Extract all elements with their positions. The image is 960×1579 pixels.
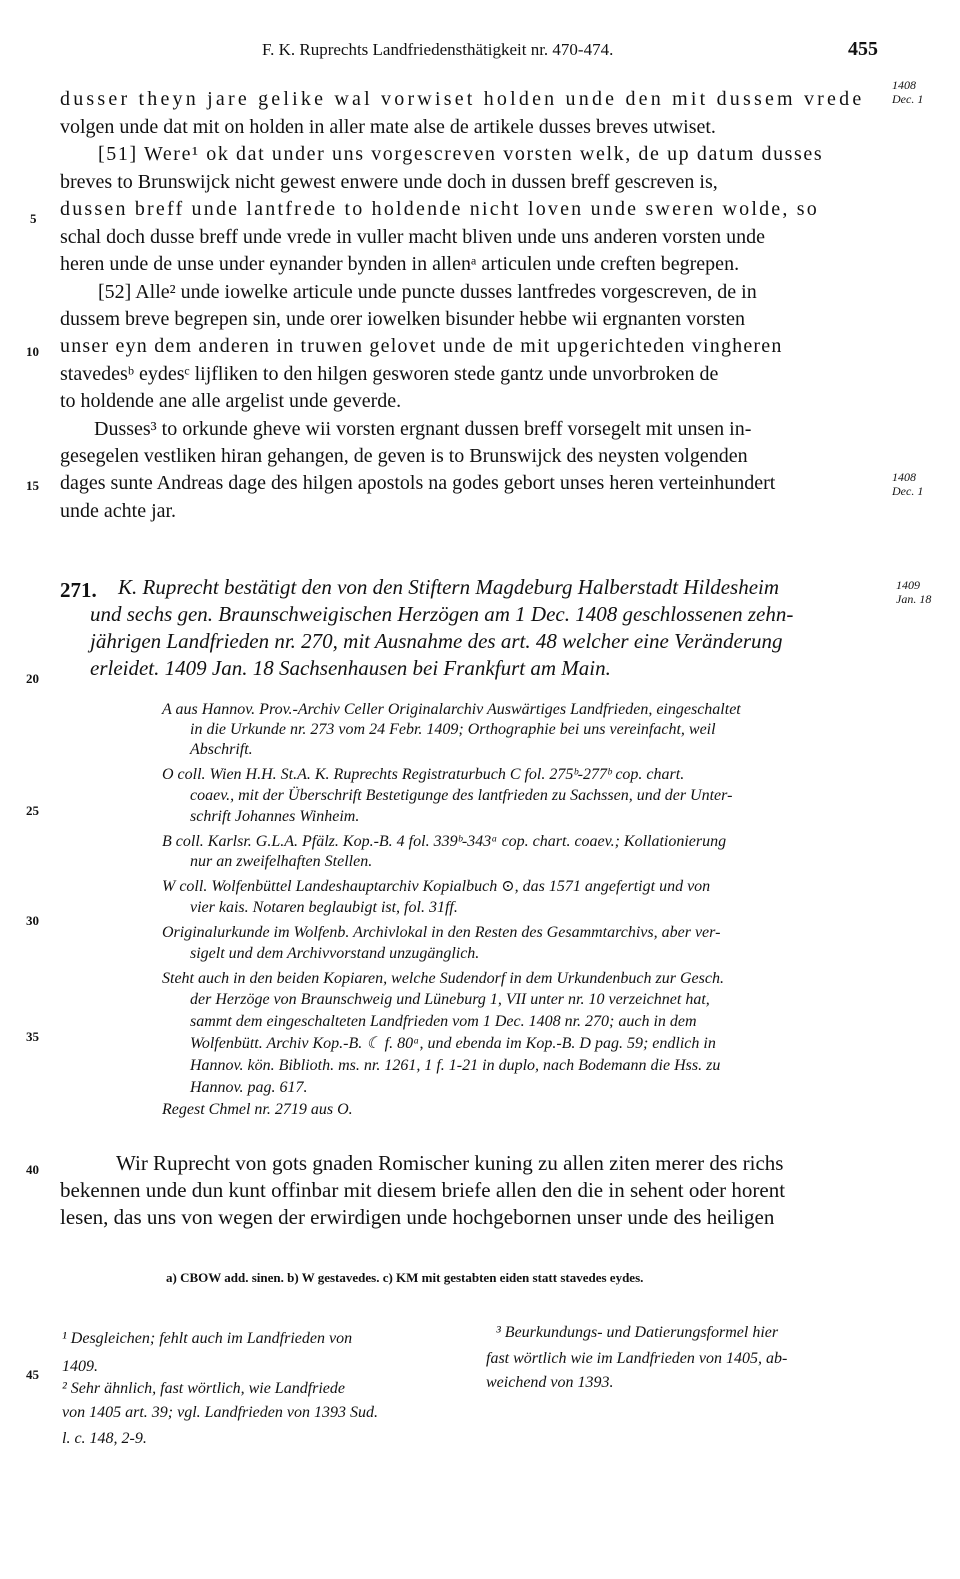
- margin-date-month: Dec. 1: [892, 484, 924, 498]
- entry-heading-line: und sechs gen. Braunschweigischen Herzögen am 1 Dec. 1408 geschlossenen zehn-: [90, 602, 794, 626]
- body-line: dusser theyn jare gelike wal vorwiset holden unde den mit dussem vrede: [60, 88, 865, 110]
- line-number: 15: [26, 478, 39, 493]
- footnote-line: weichend von 1393.: [486, 1374, 614, 1391]
- body-line: [52] Alle² unde iowelke articule unde puncte dusses lantfredes vorgescreven, de in: [98, 281, 757, 303]
- footnote-line: 1409.: [62, 1358, 98, 1375]
- source-line: W coll. Wolfenbüttel Landeshauptarchiv Kopialbuch ⊙, das 1571 angefertigt und von: [162, 878, 711, 895]
- line-number: 35: [26, 1029, 39, 1044]
- source-line: B coll. Karlsr. G.L.A. Pfälz. Kop.-B. 4 fol. 339ᵇ-343ᵃ cop. chart. coaev.; Kollationierung: [162, 833, 727, 850]
- footnote-line: ¹ Desgleichen; fehlt auch im Landfrieden von: [62, 1330, 353, 1347]
- line-number: 40: [26, 1162, 39, 1177]
- source-line: Wolfenbütt. Archiv Kop.-B. ☾ f. 80ᵃ, und ebenda im Kop.-B. D pag. 59; endlich in: [190, 1035, 716, 1052]
- source-line: der Herzöge von Braunschweig und Lüneburg 1, VII unter nr. 10 verzeichnet hat,: [190, 991, 710, 1008]
- entry-heading-line: K. Ruprecht bestätigt den von den Stiftern Magdeburg Halberstadt Hildesheim: [118, 575, 780, 599]
- footnote-line: ² Sehr ähnlich, fast wörtlich, wie Landfriede: [62, 1380, 346, 1397]
- body-line: Dusses³ to orkunde gheve wii vorsten ergnant dussen breff vorsegelt mit unsen in-: [94, 418, 752, 440]
- source-line: Steht auch in den beiden Kopiaren, welche Sudendorf in dem Urkundenbuch zur Gesch.: [162, 970, 724, 987]
- margin-date-year: 1409: [896, 578, 920, 592]
- footnote-line: fast wörtlich wie im Landfrieden von 1405, ab-: [486, 1350, 788, 1367]
- document-line: lesen, das uns von wegen der erwirdigen unde hochgebornen unser unde des heiligen: [60, 1205, 775, 1229]
- entry-heading-line: erleidet. 1409 Jan. 18 Sachsenhausen bei Frankfurt am Main.: [90, 656, 611, 680]
- margin-date-year: 1408: [892, 470, 916, 484]
- source-line: in die Urkunde nr. 273 vom 24 Febr. 1409; Orthographie bei uns vereinfacht, weil: [190, 721, 716, 738]
- line-number: 25: [26, 803, 39, 818]
- body-line: dages sunte Andreas dage des hilgen apostols na godes gebort unses heren verteinhundert: [60, 472, 776, 494]
- body-line: [51] Were¹ ok dat under uns vorgescreven vorsten welk, de up datum dusses: [98, 143, 824, 165]
- source-line: Originalurkunde im Wolfenb. Archivlokal in den Resten des Gesammtarchivs, aber ver-: [162, 924, 721, 941]
- line-number: 45: [26, 1367, 39, 1382]
- line-number: 30: [26, 913, 39, 928]
- source-line: coaev., mit der Überschrift Bestetigunge des lantfrieden zu Sachssen, und der Unter-: [190, 787, 733, 804]
- body-line: unser eyn dem anderen in truwen gelovet unde de mit upgerichteden vingheren: [60, 335, 783, 357]
- line-number: 5: [30, 211, 37, 226]
- source-line: Regest Chmel nr. 2719 aus O.: [162, 1101, 353, 1118]
- footnote-line: von 1405 art. 39; vgl. Landfrieden von 1393 Sud.: [62, 1404, 378, 1421]
- variant-notes: a) CBOW add. sinen. b) W gestavedes. c) KM mit gestabten eiden statt stavedes eydes.: [166, 1270, 644, 1285]
- running-header: F. K. Ruprechts Landfriedensthätigkeit nr. 470-474.: [262, 40, 614, 59]
- source-line: schrift Johannes Winheim.: [190, 808, 360, 825]
- margin-date-year: 1408: [892, 78, 916, 92]
- source-line: Hannov. kön. Biblioth. ms. nr. 1261, 1 f. 1-21 in duplo, nach Bodemann die Hss. zu: [190, 1057, 721, 1074]
- body-line: volgen unde dat mit on holden in aller mate alse de artikele dusses breves utwiset.: [60, 116, 716, 138]
- body-line: dussen breff unde lantfrede to holdende nicht loven unde sweren wolde, so: [60, 198, 819, 220]
- body-line: to holdende ane alle argelist unde geverde.: [60, 390, 402, 412]
- body-line: unde achte jar.: [60, 500, 177, 522]
- source-line: sammt dem eingeschalteten Landfrieden vom 1 Dec. 1408 nr. 270; auch in dem: [190, 1013, 697, 1030]
- source-line: nur an zweifelhaften Stellen.: [190, 853, 373, 870]
- page-number: 455: [848, 38, 878, 60]
- body-line: dussem breve begrepen sin, unde orer iowelken bisunder hebbe wii ergnanten vorsten: [60, 308, 745, 330]
- body-line: heren unde de unse under eynander bynden in allenᵃ articulen unde creften begrepen.: [60, 253, 740, 275]
- footnote-line: ³ Beurkundungs- und Datierungsformel hier: [496, 1324, 779, 1341]
- footnote-line: l. c. 148, 2-9.: [62, 1430, 147, 1447]
- body-line: stavedesᵇ eydesᶜ lijfliken to den hilgen gesworen stede gantz unde unvorbroken de: [60, 363, 719, 385]
- line-number: 10: [26, 344, 39, 359]
- entry-number: 271.: [60, 578, 97, 602]
- margin-date-month: Dec. 1: [892, 92, 924, 106]
- entry-heading-line: jährigen Landfrieden nr. 270, mit Ausnahme des art. 48 welcher eine Veränderung: [90, 629, 783, 653]
- source-line: O coll. Wien H.H. St.A. K. Ruprechts Registraturbuch C fol. 275ᵇ-277ᵇ cop. chart.: [162, 766, 685, 783]
- line-number: 20: [26, 671, 39, 686]
- source-line: Abschrift.: [190, 741, 253, 758]
- body-line: gesegelen vestliken hiran gehangen, de geven is to Brunswijck des neysten volgenden: [60, 445, 748, 467]
- document-line: Wir Ruprecht von gots gnaden Romischer kuning zu allen ziten merer des richs: [116, 1151, 784, 1175]
- document-line: bekennen unde dun kunt offinbar mit diesem briefe allen den die in sehent oder horent: [60, 1178, 786, 1202]
- body-line: breves to Brunswijck nicht gewest enwere unde doch in dussen breff gescreven is,: [60, 171, 718, 193]
- body-line: schal doch dusse breff unde vrede in vuller macht bliven unde uns anderen vorsten unde: [60, 226, 765, 248]
- margin-date-month: Jan. 18: [896, 592, 932, 606]
- source-line: vier kais. Notaren beglaubigt ist, fol. 31ff.: [190, 899, 458, 916]
- source-line: Hannov. pag. 617.: [190, 1079, 308, 1096]
- source-line: sigelt und dem Archivvorstand unzugänglich.: [190, 945, 480, 962]
- source-line: A aus Hannov. Prov.-Archiv Celler Originalarchiv Auswärtiges Landfrieden, eingeschaltet: [162, 701, 741, 718]
